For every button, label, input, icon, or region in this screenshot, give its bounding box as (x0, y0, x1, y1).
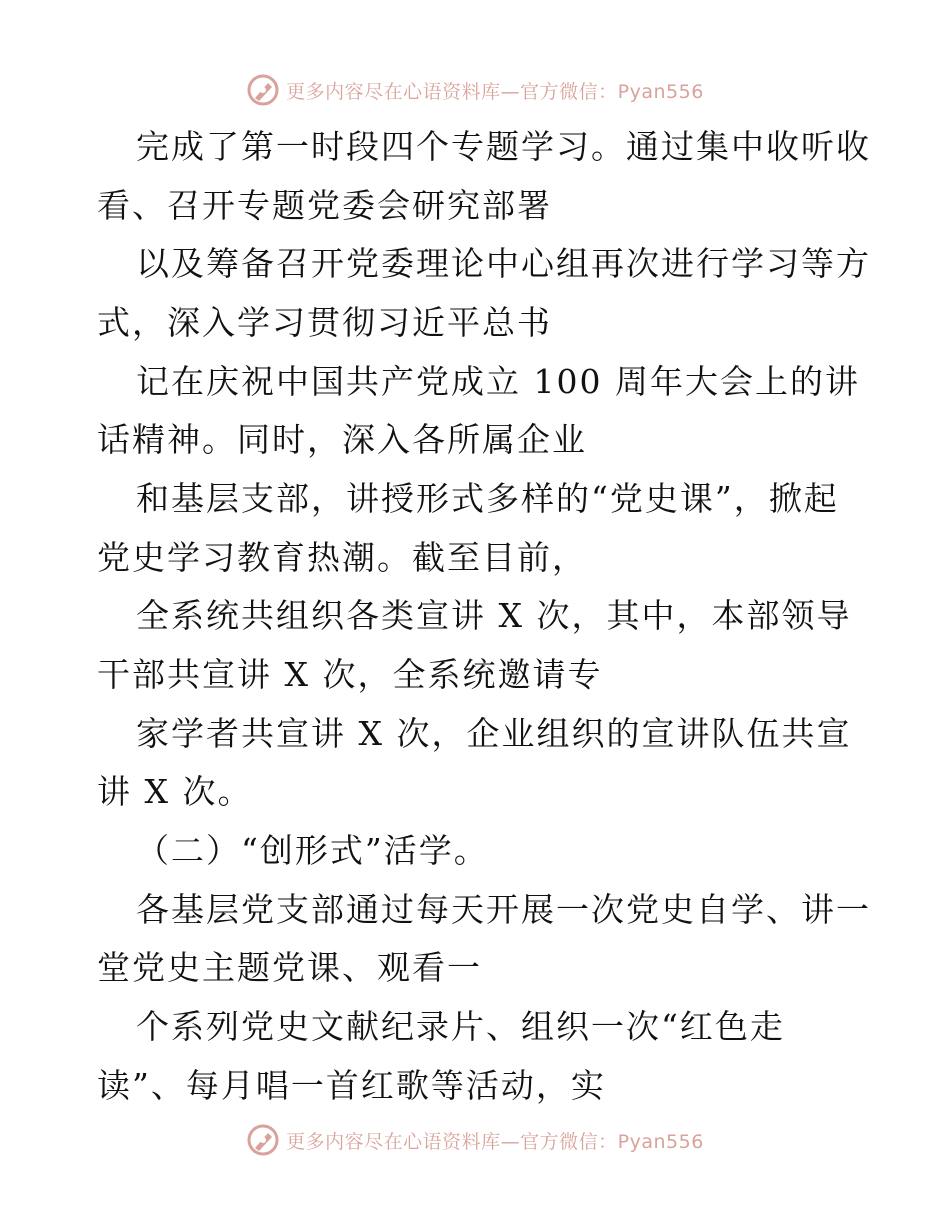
watermark-text: 更多内容尽在心语资料库—官方微信：Pyan556 (286, 80, 704, 103)
text-line: 完成了第一时段四个专题学习。通过集中收听收 (136, 127, 871, 166)
text-line: 式，深入学习贯彻习近平总书 (97, 303, 552, 342)
text-line: 讲 X 次。 (97, 772, 253, 811)
text-line: 各基层党支部通过每天开展一次党史自学、讲一 (136, 890, 871, 929)
text-line: 以及筹备召开党委理论中心组再次进行学习等方 (136, 244, 871, 283)
text-line: 记在庆祝中国共产党成立 100 周年大会上的讲 (136, 362, 860, 401)
watermark-footer (0, 1120, 950, 1160)
watermark-text: 更多内容尽在心语资料库—官方微信：Pyan556 (286, 1130, 704, 1153)
text-line: 读”、每月唱一首红歌等活动，实 (97, 1066, 606, 1105)
pen-logo-icon (246, 1123, 280, 1157)
text-line: 看、召开专题党委会研究部署 (97, 186, 552, 225)
text-line: 个系列党史文献纪录片、组织一次“红色走 (136, 1007, 785, 1046)
text-line: 和基层支部，讲授形式多样的“党史课”，掀起 (136, 479, 839, 518)
text-line: 全系统共组织各类宣讲 X 次，其中，本部领导 (136, 596, 852, 635)
text-line: 党史学习教育热潮。截至目前， (97, 538, 587, 577)
text-line: 干部共宣讲 X 次，全系统邀请专 (97, 655, 603, 694)
text-line: 堂党史主题党课、观看一 (97, 948, 482, 987)
text-line: 话精神。同时，深入各所属企业 (97, 420, 587, 459)
section-heading: （二）“创形式”活学。 (136, 831, 489, 870)
text-line: 家学者共宣讲 X 次，企业组织的宣讲队伍共宣 (136, 714, 852, 753)
